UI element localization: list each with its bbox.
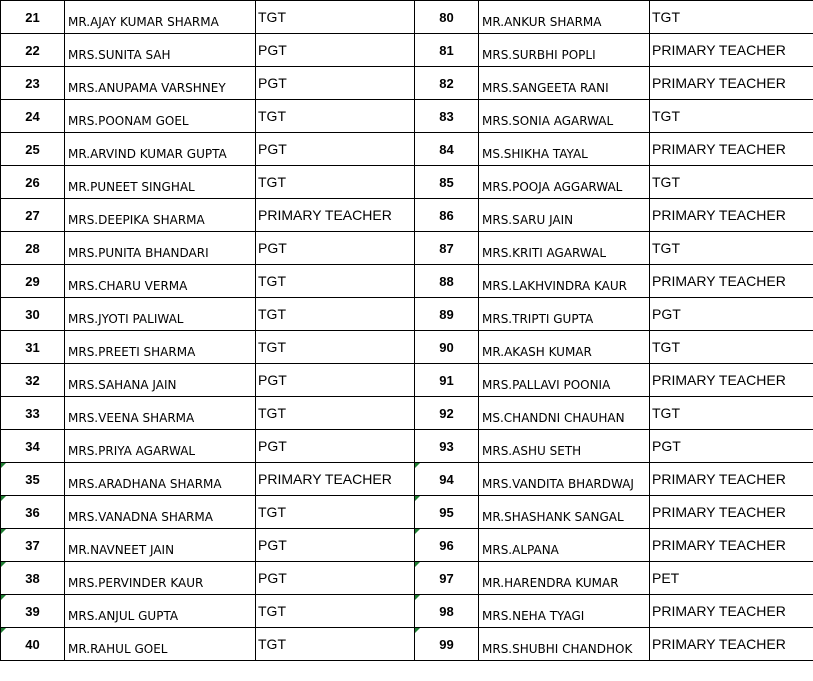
serial-number-cell[interactable]: 93 [415, 430, 479, 463]
designation-cell[interactable]: PRIMARY TEACHER [650, 34, 813, 67]
staff-name-cell[interactable]: MRS.ARADHANA SHARMA [65, 463, 256, 496]
staff-name-cell[interactable]: MRS.NEHA TYAGI [479, 595, 650, 628]
error-indicator-icon [1, 463, 6, 468]
staff-name-cell[interactable]: MRS.POONAM GOEL [65, 100, 256, 133]
designation-cell[interactable]: PET [650, 562, 813, 595]
serial-number-cell[interactable]: 97 [415, 562, 479, 595]
staff-name-cell[interactable]: MRS.KRITI AGARWAL [479, 232, 650, 265]
table-row [1, 67, 813, 100]
staff-name-cell[interactable]: MRS.ALPANA [479, 529, 650, 562]
table-row [1, 298, 813, 331]
designation-cell[interactable]: PRIMARY TEACHER [256, 463, 415, 496]
staff-name-cell[interactable]: MRS.DEEPIKA SHARMA [65, 199, 256, 232]
table-row [1, 397, 813, 430]
error-indicator-icon [415, 628, 420, 633]
table-row [1, 331, 813, 364]
designation-cell[interactable]: PGT [256, 67, 415, 100]
serial-number-cell[interactable]: 82 [415, 67, 479, 100]
serial-number-cell[interactable]: 28 [1, 232, 65, 265]
designation-cell[interactable]: TGT [256, 331, 415, 364]
designation-cell[interactable]: TGT [256, 298, 415, 331]
table-row [1, 430, 813, 463]
staff-name-cell[interactable]: MRS.SARU JAIN [479, 199, 650, 232]
staff-name-cell[interactable]: MR.ARVIND KUMAR GUPTA [65, 133, 256, 166]
error-indicator-icon [415, 595, 420, 600]
serial-number-cell[interactable]: 34 [1, 430, 65, 463]
serial-number-cell[interactable]: 98 [415, 595, 479, 628]
serial-number-cell[interactable]: 96 [415, 529, 479, 562]
designation-cell[interactable]: PRIMARY TEACHER [650, 67, 813, 100]
staff-name-cell[interactable]: MR.PUNEET SINGHAL [65, 166, 256, 199]
designation-cell[interactable]: TGT [256, 265, 415, 298]
designation-cell[interactable]: PRIMARY TEACHER [650, 133, 813, 166]
staff-name-cell[interactable]: MR.HARENDRA KUMAR [479, 562, 650, 595]
table-row [1, 34, 813, 67]
staff-name-cell[interactable]: MRS.PALLAVI POONIA [479, 364, 650, 397]
serial-number-cell[interactable]: 21 [1, 1, 65, 34]
serial-number-cell[interactable]: 39 [1, 595, 65, 628]
designation-cell[interactable]: TGT [650, 397, 813, 430]
table-row [1, 496, 813, 529]
serial-number-cell[interactable]: 85 [415, 166, 479, 199]
staff-name-cell[interactable]: MRS.SURBHI POPLI [479, 34, 650, 67]
staff-name-cell[interactable]: MRS.PREETI SHARMA [65, 331, 256, 364]
serial-number-cell[interactable]: 31 [1, 331, 65, 364]
table-row [1, 166, 813, 199]
designation-cell[interactable]: PGT [256, 430, 415, 463]
designation-cell[interactable]: TGT [256, 1, 415, 34]
table-row [1, 529, 813, 562]
serial-number-cell[interactable]: 37 [1, 529, 65, 562]
designation-cell[interactable]: PRIMARY TEACHER [650, 463, 813, 496]
serial-number-cell[interactable]: 87 [415, 232, 479, 265]
error-indicator-icon [415, 529, 420, 534]
serial-number-cell[interactable]: 89 [415, 298, 479, 331]
designation-cell[interactable]: PRIMARY TEACHER [650, 595, 813, 628]
serial-number-cell[interactable]: 81 [415, 34, 479, 67]
serial-number-cell[interactable]: 95 [415, 496, 479, 529]
staff-name-cell[interactable]: MR.SHASHANK SANGAL [479, 496, 650, 529]
serial-number-cell[interactable]: 23 [1, 67, 65, 100]
staff-name-cell[interactable]: MRS.LAKHVINDRA KAUR [479, 265, 650, 298]
serial-number-cell[interactable]: 99 [415, 628, 479, 661]
designation-cell[interactable]: TGT [650, 166, 813, 199]
staff-name-cell[interactable]: MR.AKASH KUMAR [479, 331, 650, 364]
designation-cell[interactable]: TGT [256, 496, 415, 529]
serial-number-cell[interactable]: 29 [1, 265, 65, 298]
table-row [1, 562, 813, 595]
staff-table-body [1, 1, 813, 661]
designation-cell[interactable]: PRIMARY TEACHER [650, 364, 813, 397]
staff-name-cell[interactable]: MRS.VANDITA BHARDWAJ [479, 463, 650, 496]
designation-cell[interactable]: PRIMARY TEACHER [650, 199, 813, 232]
table-row [1, 463, 813, 496]
staff-name-cell[interactable]: MRS.PRIYA AGARWAL [65, 430, 256, 463]
serial-number-cell[interactable]: 35 [1, 463, 65, 496]
table-row [1, 1, 813, 34]
designation-cell[interactable]: PGT [650, 298, 813, 331]
designation-cell[interactable]: PRIMARY TEACHER [650, 529, 813, 562]
serial-number-cell[interactable]: 26 [1, 166, 65, 199]
designation-cell[interactable]: TGT [256, 100, 415, 133]
designation-cell[interactable]: TGT [650, 232, 813, 265]
staff-name-cell[interactable]: MRS.TRIPTI GUPTA [479, 298, 650, 331]
serial-number-cell[interactable]: 25 [1, 133, 65, 166]
staff-name-cell[interactable]: MR.AJAY KUMAR SHARMA [65, 1, 256, 34]
designation-cell[interactable]: TGT [650, 1, 813, 34]
staff-name-cell[interactable]: MRS.ANJUL GUPTA [65, 595, 256, 628]
staff-name-cell[interactable]: MRS.PERVINDER KAUR [65, 562, 256, 595]
error-indicator-icon [415, 496, 420, 501]
serial-number-cell[interactable]: 92 [415, 397, 479, 430]
designation-cell[interactable]: PRIMARY TEACHER [650, 628, 813, 661]
table-row [1, 133, 813, 166]
serial-number-cell[interactable]: 30 [1, 298, 65, 331]
staff-name-cell[interactable]: MRS.ASHU SETH [479, 430, 650, 463]
staff-name-cell[interactable]: MS.SHIKHA TAYAL [479, 133, 650, 166]
designation-cell[interactable]: PRIMARY TEACHER [650, 496, 813, 529]
staff-name-cell[interactable]: MRS.JYOTI PALIWAL [65, 298, 256, 331]
designation-cell[interactable]: TGT [256, 595, 415, 628]
designation-cell[interactable]: TGT [650, 331, 813, 364]
serial-number-cell[interactable]: 86 [415, 199, 479, 232]
serial-number-cell[interactable]: 38 [1, 562, 65, 595]
designation-cell[interactable]: PGT [650, 430, 813, 463]
staff-name-cell[interactable]: MR.RAHUL GOEL [65, 628, 256, 661]
designation-cell[interactable]: TGT [256, 166, 415, 199]
table-row [1, 199, 813, 232]
serial-number-cell[interactable]: 80 [415, 1, 479, 34]
table-row [1, 100, 813, 133]
designation-cell[interactable]: TGT [256, 628, 415, 661]
serial-number-cell[interactable]: 91 [415, 364, 479, 397]
serial-number-cell[interactable]: 40 [1, 628, 65, 661]
error-indicator-icon [415, 463, 420, 468]
designation-cell[interactable]: TGT [650, 100, 813, 133]
staff-name-cell[interactable]: MRS.VANADNA SHARMA [65, 496, 256, 529]
error-indicator-icon [1, 562, 6, 567]
table-row [1, 232, 813, 265]
designation-cell[interactable]: PGT [256, 529, 415, 562]
staff-name-cell[interactable]: MRS.SANGEETA RANI [479, 67, 650, 100]
error-indicator-icon [415, 562, 420, 567]
serial-number-cell[interactable]: 22 [1, 34, 65, 67]
serial-number-cell[interactable]: 24 [1, 100, 65, 133]
serial-number-cell[interactable]: 90 [415, 331, 479, 364]
table-row [1, 628, 813, 661]
staff-name-cell[interactable]: MRS.ANUPAMA VARSHNEY [65, 67, 256, 100]
designation-cell[interactable]: TGT [256, 397, 415, 430]
designation-cell[interactable]: PGT [256, 34, 415, 67]
designation-cell[interactable]: PRIMARY TEACHER [256, 199, 415, 232]
staff-name-cell[interactable]: MR.ANKUR SHARMA [479, 1, 650, 34]
staff-name-cell[interactable]: MRS.CHARU VERMA [65, 265, 256, 298]
table-row [1, 265, 813, 298]
staff-name-cell[interactable]: MRS.PUNITA BHANDARI [65, 232, 256, 265]
staff-name-cell[interactable]: MRS.VEENA SHARMA [65, 397, 256, 430]
staff-name-cell[interactable]: MRS.SHUBHI CHANDHOK [479, 628, 650, 661]
designation-cell[interactable]: PGT [256, 364, 415, 397]
serial-number-cell[interactable]: 36 [1, 496, 65, 529]
error-indicator-icon [1, 496, 6, 501]
serial-number-cell[interactable]: 33 [1, 397, 65, 430]
serial-number-cell[interactable]: 94 [415, 463, 479, 496]
designation-cell[interactable]: PRIMARY TEACHER [650, 265, 813, 298]
designation-cell[interactable]: PGT [256, 562, 415, 595]
serial-number-cell[interactable]: 84 [415, 133, 479, 166]
serial-number-cell[interactable]: 32 [1, 364, 65, 397]
staff-name-cell[interactable]: MRS.SUNITA SAH [65, 34, 256, 67]
serial-number-cell[interactable]: 27 [1, 199, 65, 232]
staff-name-cell[interactable]: MS.CHANDNI CHAUHAN [479, 397, 650, 430]
table-row [1, 595, 813, 628]
staff-name-cell[interactable]: MR.NAVNEET JAIN [65, 529, 256, 562]
designation-cell[interactable]: PGT [256, 232, 415, 265]
error-indicator-icon [1, 628, 6, 633]
serial-number-cell[interactable]: 83 [415, 100, 479, 133]
error-indicator-icon [1, 595, 6, 600]
staff-name-cell[interactable]: MRS.SONIA AGARWAL [479, 100, 650, 133]
error-indicator-icon [1, 529, 6, 534]
staff-name-cell[interactable]: MRS.SAHANA JAIN [65, 364, 256, 397]
designation-cell[interactable]: PGT [256, 133, 415, 166]
serial-number-cell[interactable]: 88 [415, 265, 479, 298]
table-row [1, 364, 813, 397]
staff-name-cell[interactable]: MRS.POOJA AGGARWAL [479, 166, 650, 199]
